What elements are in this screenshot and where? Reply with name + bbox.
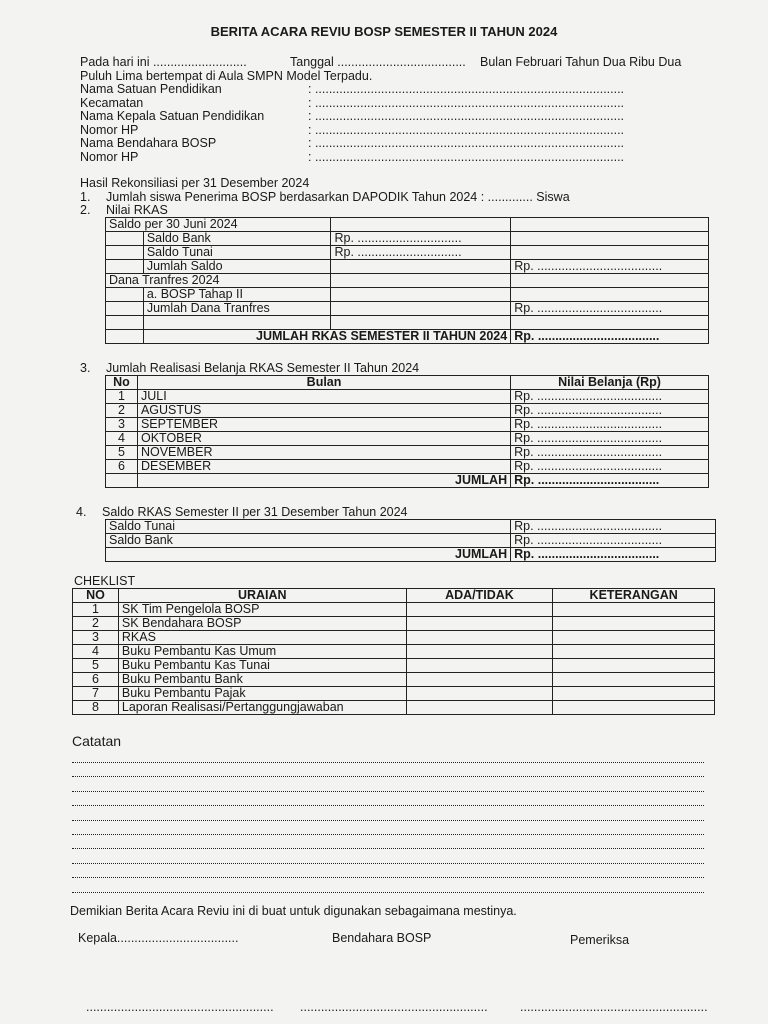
identity-field-label: Nama Bendahara BOSP <box>80 136 217 150</box>
recon-item1-text: Jumlah siswa Penerima BOSP berdasarkan DAPODIK Tahun 2024 : ............. Siswa <box>106 190 570 204</box>
checklist-row-uraian: SK Bendahara BOSP <box>118 617 406 631</box>
row-no: 5 <box>106 446 138 460</box>
row-no: 6 <box>106 460 138 474</box>
signature-bendahara-line: ...................................................... <box>300 1000 488 1014</box>
saldo-akhir-jumlah-value: Rp. ................................... <box>511 548 716 562</box>
catatan-line <box>72 834 704 835</box>
document-title: BERITA ACARA REVIU BOSP SEMESTER II TAHUN 2024 <box>210 24 558 39</box>
table-row <box>73 659 715 673</box>
table-row <box>106 390 709 404</box>
table-row <box>73 617 715 631</box>
col-bulan: Bulan <box>137 376 510 390</box>
row-bulan: DESEMBER <box>137 460 510 474</box>
col-nilai: Nilai Belanja (Rp) <box>511 376 709 390</box>
saldo-tunai-label: Saldo Tunai <box>143 246 331 260</box>
checklist-row-no: 1 <box>73 603 119 617</box>
checklist-row-ada <box>406 645 553 659</box>
identity-field-value: : ......................................................................................... <box>308 122 625 137</box>
checklist-row-no: 2 <box>73 617 119 631</box>
checklist-heading: CHEKLIST <box>74 574 136 588</box>
jumlah-dana-value: Rp. .................................... <box>511 302 709 316</box>
saldo-akhir-bank-value: Rp. .................................... <box>511 534 716 548</box>
saldo-akhir-jumlah-label: JUMLAH <box>106 548 511 562</box>
checklist-row-ket <box>553 701 715 715</box>
table-row <box>106 404 709 418</box>
checklist-row-no: 7 <box>73 687 119 701</box>
checklist-row-uraian: SK Tim Pengelola BOSP <box>118 603 406 617</box>
checklist-row-ada <box>406 701 553 715</box>
identity-field-label: Nama Satuan Pendidikan <box>80 82 222 96</box>
recon-heading: Hasil Rekonsiliasi per 31 Desember 2024 <box>80 176 310 190</box>
jumlah-saldo-value: Rp. .................................... <box>511 260 709 274</box>
checklist-row-ket <box>553 687 715 701</box>
checklist-row-uraian: Buku Pembantu Bank <box>118 673 406 687</box>
recon-item1-number: 1. <box>80 190 91 204</box>
col-no: No <box>106 376 138 390</box>
signature-pemeriksa-line: ...................................................... <box>520 1000 708 1014</box>
row-no: 2 <box>106 404 138 418</box>
checklist-row-no: 6 <box>73 673 119 687</box>
total-rkas-value: Rp. ................................... <box>511 330 709 344</box>
row-no: 4 <box>106 432 138 446</box>
saldo-tunai-value: Rp. .............................. <box>331 246 511 260</box>
saldo-bank-label: Saldo Bank <box>143 232 331 246</box>
checklist-row-ket <box>553 617 715 631</box>
saldo-header: Saldo per 30 Juni 2024 <box>106 218 331 232</box>
checklist-col-uraian: URAIAN <box>118 589 406 603</box>
row-nilai: Rp. .................................... <box>511 432 709 446</box>
checklist-row-ket <box>553 603 715 617</box>
identity-field-value: : ......................................................................................... <box>308 82 625 96</box>
saldo-akhir-table <box>105 519 716 562</box>
intro-day: Pada hari ini ........................... <box>80 55 247 69</box>
realisasi-table <box>105 375 709 488</box>
recon-item2-number: 2. <box>80 203 91 217</box>
catatan-line <box>72 791 704 792</box>
checklist-table <box>72 588 715 715</box>
jumlah-dana-label: Jumlah Dana Tranfres <box>143 302 331 316</box>
checklist-row-ket <box>553 645 715 659</box>
checklist-row-no: 4 <box>73 645 119 659</box>
saldo-akhir-tunai-value: Rp. .................................... <box>511 520 716 534</box>
table-row <box>106 460 709 474</box>
checklist-row-ada <box>406 687 553 701</box>
table-row <box>106 446 709 460</box>
identity-field-value: : ......................................................................................... <box>308 136 625 150</box>
catatan-line <box>72 762 704 763</box>
recon-item2-text: Nilai RKAS <box>106 203 168 217</box>
row-bulan: JULI <box>137 390 510 404</box>
identity-field-value: : ......................................................................................... <box>308 109 625 123</box>
jumlah-saldo-label: Jumlah Saldo <box>143 260 331 274</box>
checklist-row-uraian: Buku Pembantu Kas Umum <box>118 645 406 659</box>
identity-field-label: Kecamatan <box>80 95 144 110</box>
catatan-line <box>72 892 704 893</box>
checklist-row-ket <box>553 673 715 687</box>
table-row <box>73 687 715 701</box>
row-no: 3 <box>106 418 138 432</box>
signature-kepala-line: ...................................................... <box>86 1000 274 1014</box>
intro-date: Tanggal ..................................... <box>290 55 466 69</box>
table-row <box>73 631 715 645</box>
realisasi-jumlah-label: JUMLAH <box>137 474 510 488</box>
checklist-row-ket <box>553 631 715 645</box>
checklist-row-no: 5 <box>73 659 119 673</box>
bosp-tahap-label: a. BOSP Tahap II <box>143 288 331 302</box>
row-bulan: OKTOBER <box>137 432 510 446</box>
dana-header: Dana Tranfres 2024 <box>106 274 331 288</box>
intro-month: Bulan Februari Tahun Dua Ribu Dua <box>480 55 682 69</box>
row-nilai: Rp. .................................... <box>511 460 709 474</box>
identity-field-value: : ......................................................................................... <box>308 149 625 164</box>
table-row <box>106 418 709 432</box>
catatan-line <box>72 877 704 878</box>
identity-field-value: : ......................................................................................... <box>308 95 625 110</box>
checklist-row-no: 3 <box>73 631 119 645</box>
table-row <box>73 645 715 659</box>
checklist-col-ada: ADA/TIDAK <box>406 589 553 603</box>
saldo-akhir-number: 4. <box>76 505 87 519</box>
identity-field-label: Nomor HP <box>80 122 139 137</box>
table-row <box>73 673 715 687</box>
catatan-line <box>72 863 704 864</box>
saldo-akhir-tunai-label: Saldo Tunai <box>106 520 511 534</box>
saldo-akhir-heading: Saldo RKAS Semester II per 31 Desember Tahun 2024 <box>102 505 408 519</box>
row-nilai: Rp. .................................... <box>511 446 709 460</box>
row-nilai: Rp. .................................... <box>511 390 709 404</box>
signature-pemeriksa-label: Pemeriksa <box>570 933 630 947</box>
intro-place: Puluh Lima bertempat di Aula SMPN Model Terpadu. <box>80 69 373 83</box>
saldo-bank-value: Rp. .............................. <box>331 232 511 246</box>
checklist-row-ada <box>406 603 553 617</box>
catatan-line <box>72 820 704 821</box>
signature-bendahara-label: Bendahara BOSP <box>332 931 432 945</box>
catatan-line <box>72 776 704 777</box>
checklist-row-ada <box>406 617 553 631</box>
total-rkas-label: JUMLAH RKAS SEMESTER II TAHUN 2024 <box>143 330 510 344</box>
saldo-akhir-bank-label: Saldo Bank <box>106 534 511 548</box>
closing-text: Demikian Berita Acara Reviu ini di buat untuk digunakan sebagaimana mestinya. <box>70 904 517 918</box>
checklist-row-uraian: Buku Pembantu Pajak <box>118 687 406 701</box>
checklist-row-ada <box>406 631 553 645</box>
row-nilai: Rp. .................................... <box>511 418 709 432</box>
identity-field-label: Nama Kepala Satuan Pendidikan <box>80 109 265 123</box>
checklist-row-ada <box>406 673 553 687</box>
identity-field-label: Nomor HP <box>80 149 139 164</box>
row-no: 1 <box>106 390 138 404</box>
checklist-col-ket: KETERANGAN <box>553 589 715 603</box>
row-nilai: Rp. .................................... <box>511 404 709 418</box>
catatan-line <box>72 805 704 806</box>
checklist-row-uraian: Buku Pembantu Kas Tunai <box>118 659 406 673</box>
checklist-col-no: NO <box>73 589 119 603</box>
checklist-row-ada <box>406 659 553 673</box>
table-row <box>73 701 715 715</box>
signature-kepala-label: Kepala................................... <box>78 931 239 945</box>
realisasi-heading: Jumlah Realisasi Belanja RKAS Semester II Tahun 2024 <box>106 361 420 375</box>
row-bulan: NOVEMBER <box>137 446 510 460</box>
realisasi-jumlah-value: Rp. ................................... <box>511 474 709 488</box>
realisasi-number: 3. <box>80 361 91 375</box>
table-row <box>73 603 715 617</box>
catatan-line <box>72 848 704 849</box>
table-row <box>106 432 709 446</box>
checklist-row-ket <box>553 659 715 673</box>
row-bulan: SEPTEMBER <box>137 418 510 432</box>
checklist-row-no: 8 <box>73 701 119 715</box>
checklist-row-uraian: RKAS <box>118 631 406 645</box>
catatan-label: Catatan <box>72 733 122 749</box>
rkas-table <box>105 217 709 344</box>
checklist-row-uraian: Laporan Realisasi/Pertanggungjawaban <box>118 701 406 715</box>
row-bulan: AGUSTUS <box>137 404 510 418</box>
